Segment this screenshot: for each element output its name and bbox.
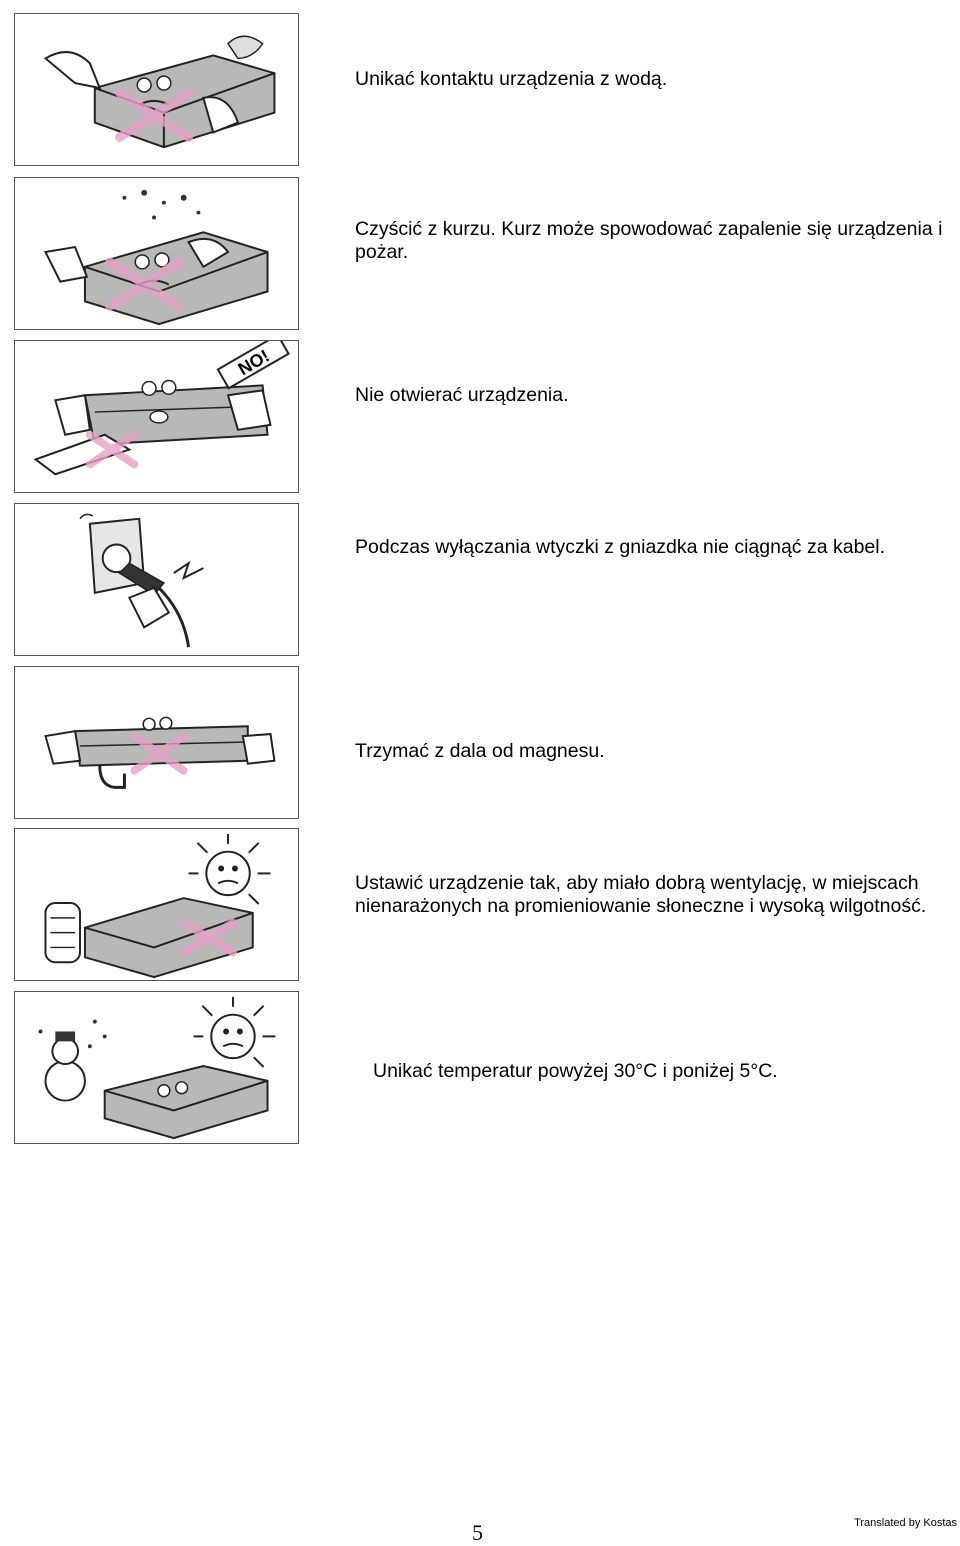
water-warning-illustration — [14, 13, 299, 166]
no-sign-label: NO! — [234, 345, 273, 380]
dust-warning-text: Czyścić z kurzu. Kurz może spowodować zapalenie się urządzenia i pożar. — [355, 218, 943, 263]
no-open-warning-illustration — [14, 340, 299, 493]
page-number: 5 — [472, 1520, 483, 1545]
no-open-warning-text: Nie otwierać urządzenia. — [355, 384, 569, 406]
dust-warning-illustration — [14, 177, 299, 330]
temperature-warning-illustration — [14, 991, 299, 1144]
temperature-warning-text: Unikać temperatur powyżej 30°C i poniżej 5°C. — [373, 1060, 778, 1082]
magnet-warning-illustration — [14, 666, 299, 819]
plug-warning-illustration — [14, 503, 299, 656]
magnet-warning-text: Trzymać z dala od magnesu. — [355, 740, 605, 762]
ventilation-warning-text: Ustawić urządzenie tak, aby miało dobrą wentylację, w miejscach nienarażonych na promieniowanie słoneczne i wysoką wilgotność. — [355, 872, 927, 917]
water-warning-text: Unikać kontaktu urządzenia z wodą. — [355, 68, 668, 90]
plug-warning-text: Podczas wyłączania wtyczki z gniazdka nie ciągnąć za kabel. — [355, 536, 886, 558]
ventilation-warning-illustration — [14, 828, 299, 981]
translator-credit: Translated by Kostas — [854, 1517, 957, 1529]
